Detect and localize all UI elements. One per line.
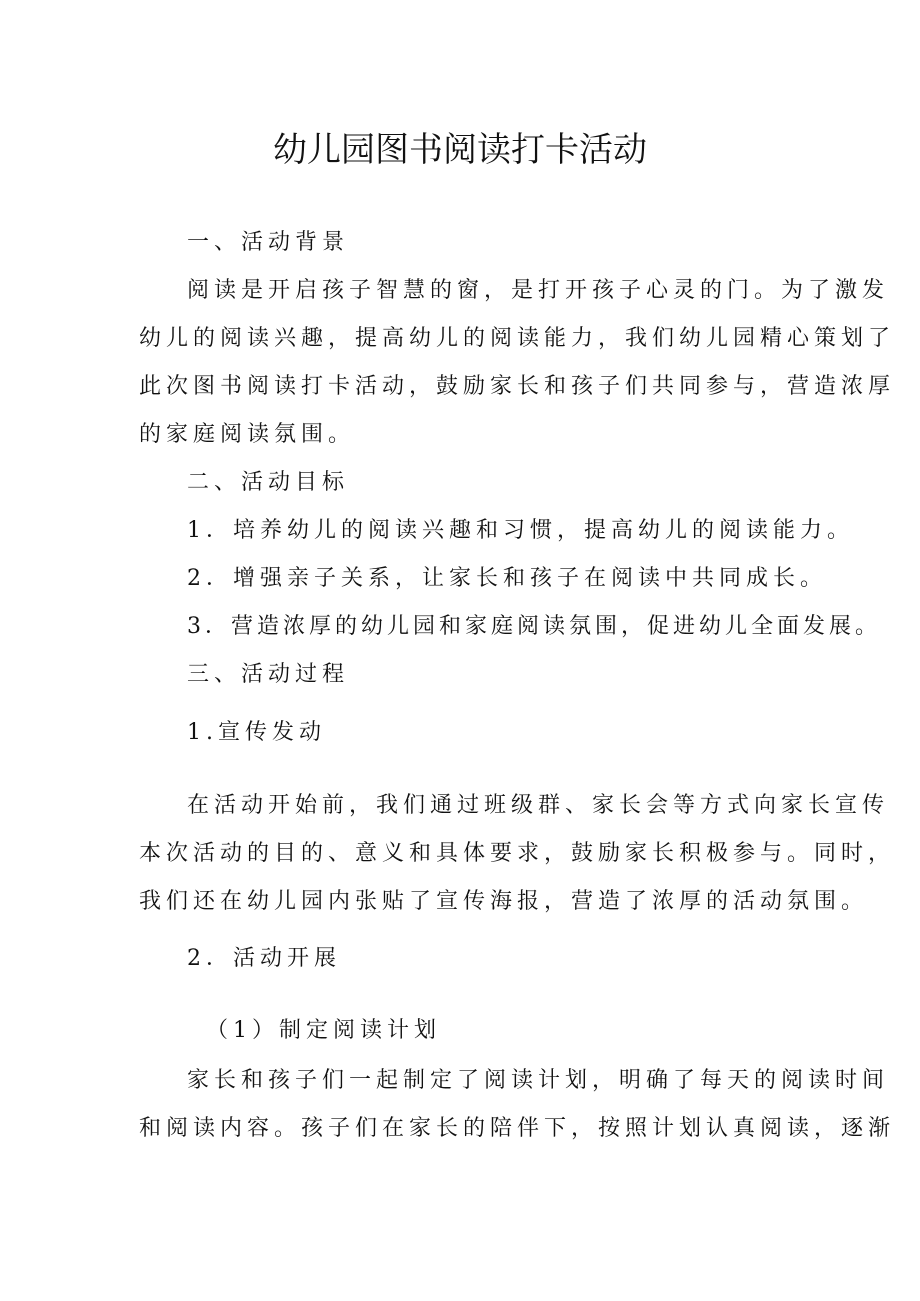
paragraph-line: 此次图书阅读打卡活动，鼓励家长和孩子们共同参与，营造浓厚 (139, 374, 896, 399)
step-heading-activities: 2．活动开展 (187, 946, 341, 971)
sub-heading-reading-plan: （1）制定阅读计划 (206, 1018, 441, 1043)
paragraph-line: 我们还在幼儿园内张贴了宣传海报，营造了浓厚的活动氛围。 (139, 889, 869, 914)
paragraph-line: 阅读是开启孩子智慧的窗，是打开孩子心灵的门。为了激发 (187, 278, 890, 303)
goal-item: 3．营造浓厚的幼儿园和家庭阅读氛围，促进幼儿全面发展。 (187, 614, 881, 639)
section-heading-process: 三、活动过程 (187, 662, 350, 687)
document-title: 幼儿园图书阅读打卡活动 (273, 130, 647, 170)
section-heading-background: 一、活动背景 (187, 230, 350, 255)
goal-item: 2．增强亲子关系，让家长和孩子在阅读中共同成长。 (187, 566, 827, 591)
step-heading-publicity: 1.宣传发动 (187, 720, 326, 745)
section-heading-goals: 二、活动目标 (187, 470, 350, 495)
goal-item: 1．培养幼儿的阅读兴趣和习惯，提高幼儿的阅读能力。 (187, 518, 854, 543)
paragraph-line: 幼儿的阅读兴趣，提高幼儿的阅读能力，我们幼儿园精心策划了 (139, 326, 896, 351)
paragraph-line: 家长和孩子们一起制定了阅读计划，明确了每天的阅读时间 (187, 1068, 890, 1093)
paragraph-line: 的家庭阅读氛围。 (139, 422, 356, 447)
paragraph-line: 和阅读内容。孩子们在家长的陪伴下，按照计划认真阅读，逐渐 (139, 1116, 896, 1141)
paragraph-line: 本次活动的目的、意义和具体要求，鼓励家长积极参与。同时， (139, 841, 896, 866)
paragraph-line: 在活动开始前，我们通过班级群、家长会等方式向家长宣传 (187, 793, 890, 818)
